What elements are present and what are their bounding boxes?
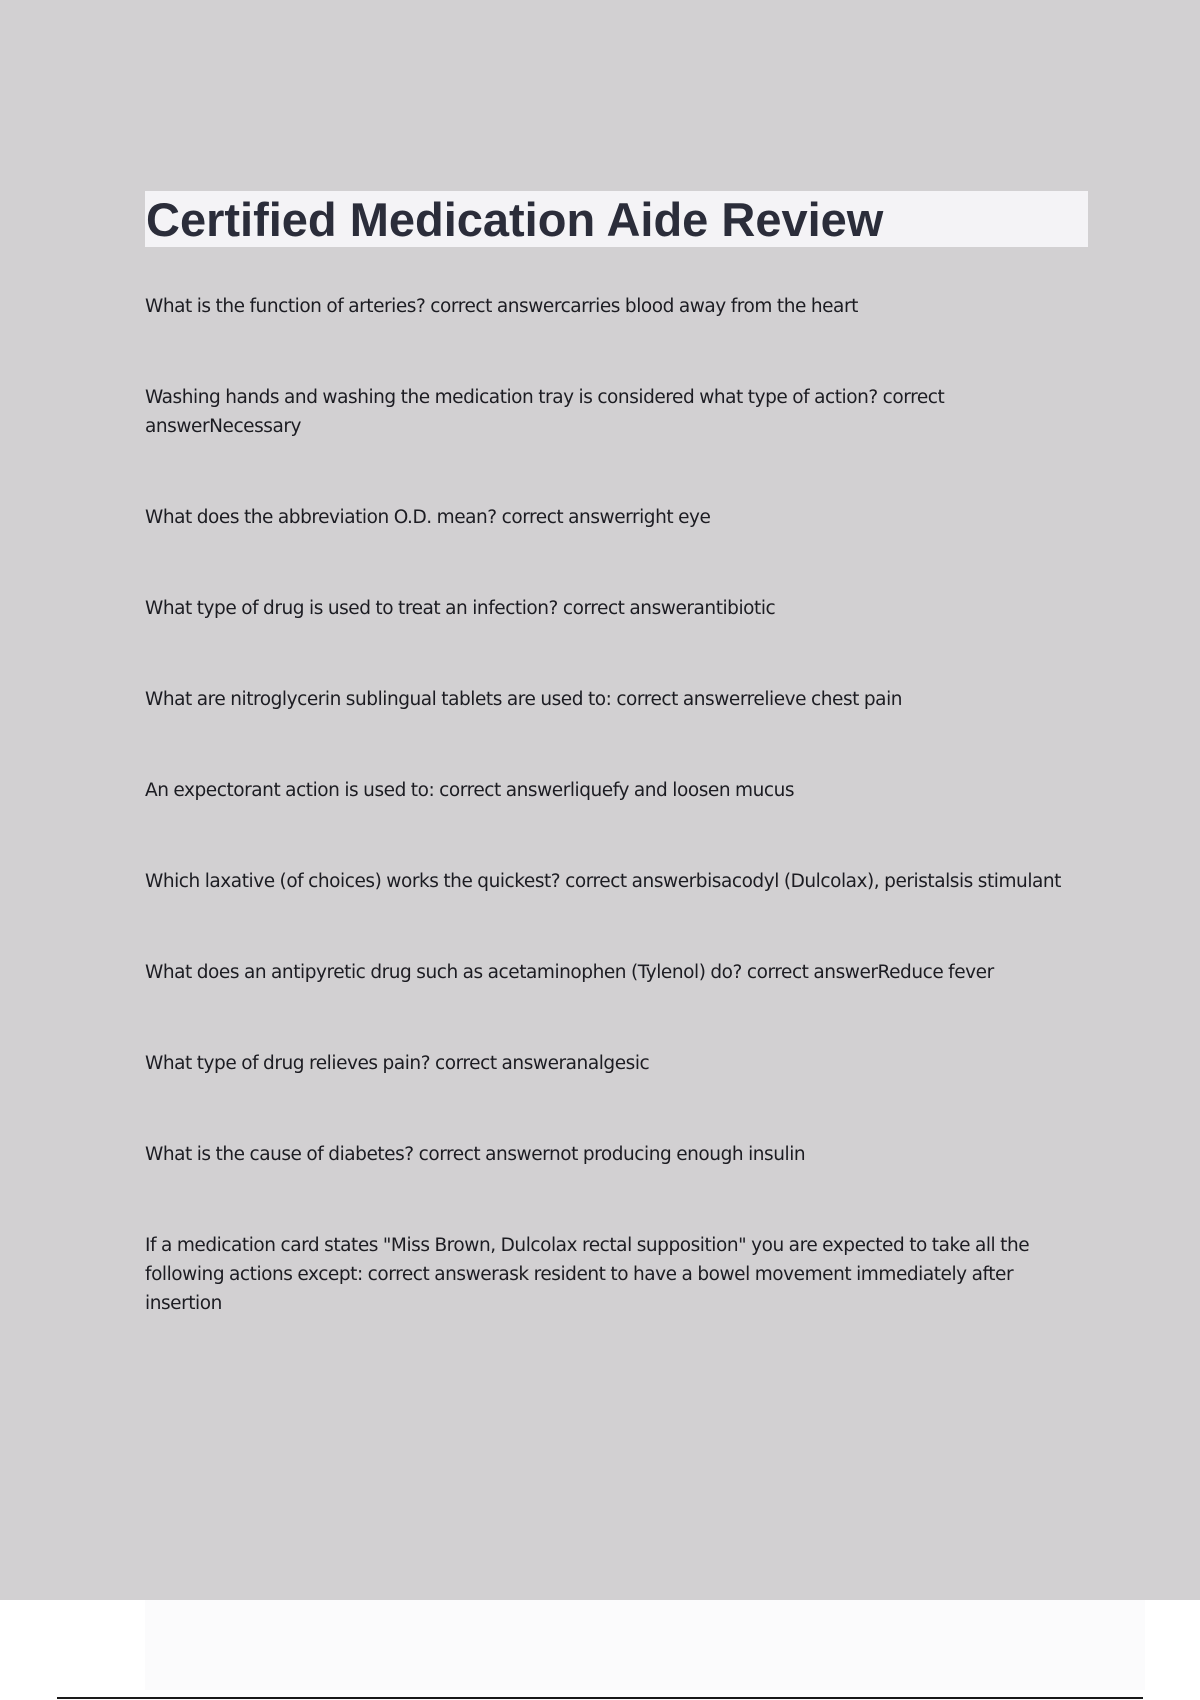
qa-item: What type of drug is used to treat an infection? correct answerantibiotic (145, 598, 776, 619)
qa-item: What is the function of arteries? correct answercarries blood away from the heart (145, 296, 858, 317)
qa-item: What is the cause of diabetes? correct answernot producing enough insulin (145, 1144, 806, 1165)
qa-item: Washing hands and washing the medication tray is considered what type of action? correct answerNecessary (145, 387, 945, 437)
bottom-band (145, 1600, 1145, 1690)
qa-item: What does the abbreviation O.D. mean? correct answerright eye (145, 507, 711, 528)
footer-rule (57, 1697, 1143, 1699)
qa-item: What type of drug relieves pain? correct answeranalgesic (145, 1053, 650, 1074)
qa-item: An expectorant action is used to: correct answerliquefy and loosen mucus (145, 780, 795, 801)
document-title: Certified Medication Aide Review (146, 193, 884, 246)
qa-list (145, 292, 1090, 1380)
qa-item: Which laxative (of choices) works the quickest? correct answerbisacodyl (Dulcolax), peristalsis stimulant (145, 871, 1061, 892)
qa-item: If a medication card states "Miss Brown, Dulcolax rectal supposition" you are expected to take all the following actions except: correct answerask resident to have a bowel movement immediately after insertion (145, 1235, 1030, 1314)
qa-item: What does an antipyretic drug such as acetaminophen (Tylenol) do? correct answerReduce fever (145, 962, 994, 983)
qa-item: What are nitroglycerin sublingual tablets are used to: correct answerrelieve chest pain (145, 689, 903, 710)
